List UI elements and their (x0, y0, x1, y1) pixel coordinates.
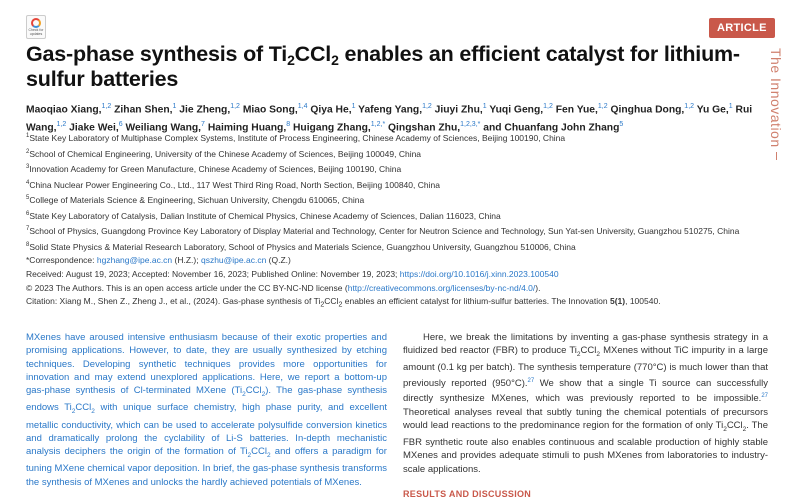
author-affiliation-mark[interactable]: 1,2 (597, 103, 608, 110)
affiliation-number: 6 (26, 210, 30, 217)
affiliation-text: State Key Laboratory of Multiphase Complex Systems, Institute of Process Engineering, Chinese Academy of Sciences, Beijing 100190, China (29, 132, 566, 143)
author-affiliation-mark[interactable]: 1,2 (422, 103, 432, 110)
author-affiliation-mark[interactable]: 1,4 (297, 103, 308, 110)
author-name: Miao Song, (242, 104, 298, 116)
author-name: Haiming Huang, (207, 122, 287, 134)
author-name: Weiliang Wang, (125, 122, 202, 134)
reference-link[interactable]: 27 (761, 393, 768, 400)
journal-side-rule (776, 152, 777, 160)
affiliation-text: School of Physics, Guangdong Province Key Laboratory of Display Material and Technology, Center for Neutron Science and Technology, Sun Yat-sen University, Guangzhou 510275, China (29, 226, 740, 237)
journal-name: The Innovation (768, 48, 784, 148)
affiliation-item (26, 208, 766, 224)
reference-link[interactable]: 27 (527, 377, 535, 384)
affiliation-number: 1 (26, 133, 30, 139)
author-affiliation-mark[interactable]: 6 (118, 121, 123, 129)
author-name: Yafeng Yang, (358, 104, 423, 116)
affiliation-text: Innovation Academy for Green Manufacture, Chinese Academy of Sciences, Beijing 100190, China (29, 163, 402, 174)
author-affiliation-mark[interactable]: 7 (201, 121, 205, 129)
abstract-text: MXenes have aroused intensive enthusiasm because of their exotic properties and promising applications. However, to date, they are usually synthesized by etching techniques. Developing synthetic techniques provides more opportunities for innovation and may extend unexplored applications. Here, we report a bottom-up gas-phase synthesis of Cl-terminated MXene $(Ti_2CCl_2)$. The gas-phase synthesis endows $Ti_2CCl_2$ with unique surface chemistry, high phase purity, and excellent metallic conductivity, which can be used to accelerate polysulfide conversion kinetics and dramatically prolong the cyclability of Li-S batteries. In-depth mechanistic analysis deciphers the origin of the formation of $Ti_2CCl_2$ and offers a paradigm for tuning MXene chemical vapor deposition. In brief, the gas-phase synthesis transforms the synthesis of MXenes and unlocks the hardly achieved potentials of MXenes. (26, 332, 387, 488)
author-name: Yuqi Geng, (489, 104, 544, 116)
email-link-hgzhang[interactable]: hgzhang@ipe.ac.cn (96, 255, 173, 266)
license-line: © 2023 The Authors. This is an open access article under the CC BY-NC-ND license (http://creativecommons.org/licenses/by-nc-nd/4.0/). (26, 282, 541, 293)
author-affiliation-mark[interactable]: 1,2,3,* (460, 121, 481, 129)
affiliation-item (26, 177, 766, 193)
author-name: Jie Zheng, (179, 104, 231, 116)
author-name: Jiuyi Zhu, (434, 104, 483, 116)
author-affiliation-mark[interactable]: 1,2 (101, 103, 112, 110)
author-affiliation-mark[interactable]: 1 (728, 103, 733, 110)
affiliation-item (26, 223, 766, 239)
license-link[interactable]: http://creativecommons.org/licenses/by-nc-nd/4.0/ (347, 282, 536, 293)
article-type-badge: ARTICLE (709, 18, 775, 38)
affiliation-text: China Nuclear Power Engineering Co., Ltd., 117 West Third Ring Road, North Section, Beijing 100840, China (29, 179, 440, 190)
author-name: Qingshan Zhu, (388, 122, 461, 134)
affiliation-item (26, 146, 766, 162)
author-name: and Chuanfang John Zhang (483, 122, 620, 134)
author-affiliation-mark[interactable]: 8 (286, 121, 291, 129)
author-affiliation-mark[interactable]: 1 (351, 103, 356, 110)
affiliation-number: 5 (26, 195, 30, 202)
author-name: Jiake Wei, (69, 122, 119, 134)
author-name: Yu Ge, (696, 104, 729, 116)
author-affiliation-mark[interactable]: 1 (482, 103, 487, 110)
author-name: Qiya He, (310, 104, 352, 116)
affiliation-text: Solid State Physics & Material Research Laboratory, School of Physics and Materials Science, Guangzhou University, Guangzhou 510006, China (29, 241, 576, 252)
author-affiliation-mark[interactable]: 1,2 (230, 103, 240, 110)
check-updates-label: Check for updates (28, 28, 44, 36)
author-affiliation-mark[interactable]: 1,2 (543, 103, 553, 110)
affiliation-item (26, 130, 766, 146)
author-name: Zihan Shen, (114, 104, 173, 116)
author-affiliation-mark[interactable]: 5 (619, 121, 624, 129)
dates-line: Received: August 19, 2023; Accepted: November 16, 2023; Published Online: November 19, 2023; https://doi.org/10.1016/j.xinn.2023.100540 (26, 268, 559, 279)
affiliation-block (26, 130, 766, 313)
affiliation-number: 2 (26, 148, 30, 155)
intro-paragraph: Here, we break the limitations by inventing a gas-phase synthesis strategy in a fluidized bed reactor (FBR) to produce $Ti_2CCl_2$ MXenes without TiC impurity in a large amount (0.1 kg per batch). The synthesis temperature (770°C) is much lower than that previously reported (950°C).$^{27}$ We show that a single Ti source can successfully directly synthesize MXenes, which was previously reported to be impossible.$^{27}$ Theoretical analyses reveal that subtly tuning the chemical potentials of precursors would lead reactions to the predominance region for the formation of only $Ti_2CCl_2$. The FBR synthetic route also enables continuous and scalable production of highly stable MXenes and provides adequate stimuli to push MXenes from laboratories to industry-scale applications. (403, 332, 768, 475)
affiliation-text: College of Materials Science & Engineering, Sichuan University, Chengdu 610065, China (29, 194, 365, 205)
author-name: Rui Wang, (26, 104, 753, 134)
article-title: Gas-phase synthesis of $Ti_2CCl_2$ enables an efficient catalyst for lithium-sulfur batteries (26, 42, 740, 91)
crossmark-icon (31, 18, 41, 28)
affiliation-number: 8 (26, 241, 30, 248)
affiliation-number: 3 (26, 164, 30, 171)
author-name: Qinghua Dong, (610, 104, 685, 116)
citation-line: Citation: Xiang M., Shen Z., Zheng J., et al., (2024). Gas-phase synthesis of $Ti_2CCl_2$ enables an efficient catalyst for lithium-sulfur batteries. The Innovation 5(1), 100540. (26, 296, 661, 310)
journal-name-vertical (770, 48, 784, 160)
affiliation-item (26, 192, 766, 208)
affiliation-number: 4 (26, 179, 30, 186)
author-affiliation-mark[interactable]: 1 (172, 103, 177, 110)
affiliation-item (26, 239, 766, 255)
affiliation-list (26, 130, 766, 254)
author-affiliation-mark[interactable]: 1,2 (684, 103, 695, 110)
check-updates-badge[interactable] (26, 15, 46, 39)
author-name: Fen Yue, (555, 104, 598, 116)
author-name: Maoqiao Xiang, (26, 104, 102, 116)
affiliation-text: State Key Laboratory of Catalysis, Dalian Institute of Chemical Physics, Chinese Academy of Sciences, Dalian 116023, China (29, 210, 501, 221)
author-affiliation-mark[interactable]: 1,2 (56, 121, 67, 129)
correspondence-line: *Correspondence: hgzhang@ipe.ac.cn (H.Z.); qszhu@ipe.ac.cn (Q.Z.) (26, 255, 291, 266)
doi-link[interactable]: https://doi.org/10.1016/j.xinn.2023.100540 (399, 268, 559, 279)
author-name: Huigang Zhang, (292, 122, 371, 134)
section-heading: RESULTS AND DISCUSSION (403, 489, 532, 499)
author-affiliation-mark[interactable]: 1,2,* (370, 121, 386, 129)
affiliation-item (26, 161, 766, 177)
email-link-qszhu[interactable]: qszhu@ipe.ac.cn (200, 255, 267, 266)
affiliation-number: 7 (26, 226, 30, 233)
affiliation-text: School of Chemical Engineering, University of the Chinese Academy of Sciences, Beijing 100049, China (29, 148, 422, 159)
